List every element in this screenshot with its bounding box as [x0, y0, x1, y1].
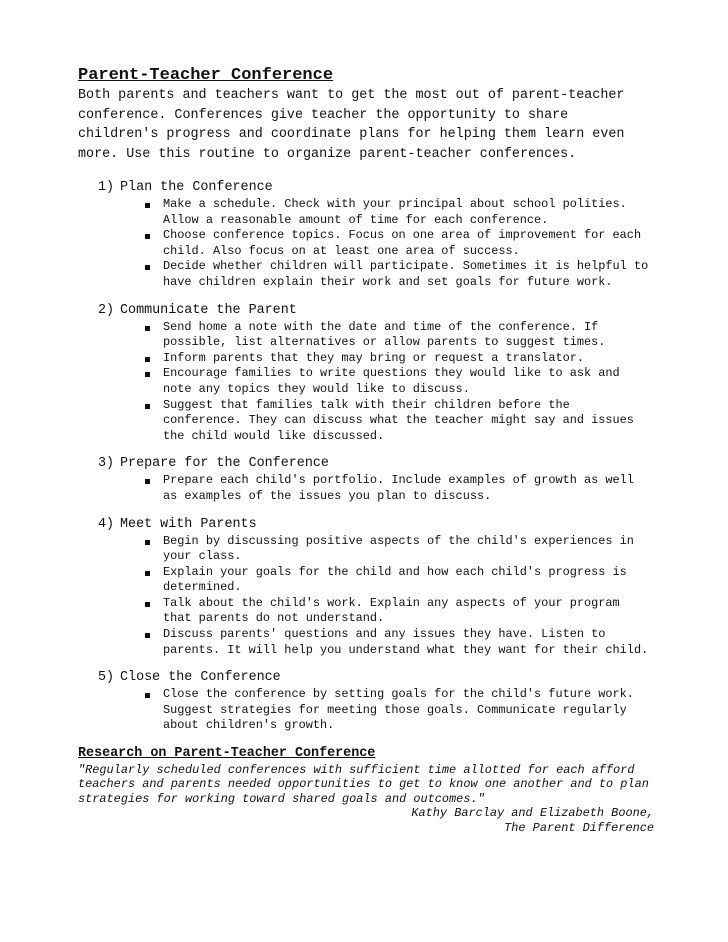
bullet-text: Send home a note with the date and time of the conference. If possible, list alternatives or allow parents to suggest times. — [163, 319, 606, 350]
step-heading — [98, 178, 654, 197]
square-bullet-icon — [145, 571, 150, 576]
step-prepare — [78, 454, 654, 504]
square-bullet-icon — [145, 540, 150, 545]
bullet-text: Suggest that families talk with their children before the conference. They can discuss what the teacher might say and issues the child would like discussed. — [163, 397, 634, 443]
square-bullet-icon — [145, 357, 150, 362]
bullet-text: Discuss parents' questions and any issues they have. Listen to parents. It will help you understand what they want for their child. — [163, 627, 649, 657]
bullet-text: Explain your goals for the child and how each child's progress is determined. — [163, 564, 627, 595]
step-title: Meet with Parents — [120, 516, 257, 532]
step-title: Communicate the Parent — [120, 302, 297, 318]
step-heading — [98, 301, 654, 320]
bullet-text: Decide whether children will participate. Sometimes it is helpful to have children explain their work and set goals for future work. — [163, 259, 649, 289]
square-bullet-icon — [145, 693, 150, 698]
step-title: Prepare for the Conference — [120, 456, 329, 472]
bullet-text: Begin by discussing positive aspects of the child's experiences in your class. — [163, 533, 634, 564]
intro-paragraph: Both parents and teachers want to get the most out of parent-teacher conference. Conferences give teacher the opportunity to share children's progress and coordinate plans for helping them learn even more. Use this routine to organize parent-teacher conferences. — [78, 88, 625, 162]
bullet-item — [141, 565, 654, 596]
step-title: Plan the Conference — [120, 180, 273, 195]
bullet-text: Encourage families to write questions they would like to ask and note any topics they would like to discuss. — [163, 366, 620, 396]
bullet-text: Prepare each child's portfolio. Include examples of growth as well as examples of the issues you plan to discuss. — [163, 473, 634, 503]
bullet-text: Make a schedule. Check with your principal about school polities. Allow a reasonable amount of time for each conference. — [163, 197, 627, 227]
step-title: Close the Conference — [120, 670, 281, 686]
step-number: 3) — [98, 456, 115, 472]
step-close — [78, 668, 654, 734]
square-bullet-icon — [145, 265, 150, 270]
step-meet — [78, 515, 654, 659]
bullet-item — [141, 627, 654, 658]
square-bullet-icon — [145, 633, 150, 638]
quote-author: Kathy Barclay and Elizabeth Boone, — [411, 806, 654, 821]
step-number: 1) — [98, 180, 115, 195]
square-bullet-icon — [145, 234, 150, 239]
step-communicate — [78, 301, 654, 445]
square-bullet-icon — [145, 602, 150, 607]
step-heading — [98, 668, 654, 687]
bullet-item — [141, 228, 654, 259]
step-plan — [78, 178, 654, 291]
square-bullet-icon — [145, 372, 150, 377]
square-bullet-icon — [145, 326, 150, 331]
bullet-text: Close the conference by setting goals for the child's future work. Suggest strategies for meeting those goals. Communicate regularly about children's growth. — [163, 687, 634, 733]
bullet-item — [141, 366, 654, 397]
step-bullets — [141, 473, 654, 504]
bullet-item — [141, 351, 654, 367]
bullet-text: Inform parents that they may bring or request a translator. — [163, 350, 584, 365]
square-bullet-icon — [145, 203, 150, 208]
step-heading — [98, 454, 654, 473]
step-heading — [98, 515, 654, 534]
step-bullets — [141, 534, 654, 659]
step-bullets — [141, 687, 654, 734]
bullet-item — [141, 320, 654, 351]
step-bullets — [141, 320, 654, 445]
bullet-item — [141, 259, 654, 290]
bullet-item — [141, 534, 654, 565]
bullet-item — [141, 596, 654, 627]
bullet-item — [141, 197, 654, 228]
conference-steps — [78, 178, 654, 734]
research-quote: "Regularly scheduled conferences with sufficient time allotted for each afford teachers and parents needed opportunities to get to know one another and to plan strategies for working toward shared goals and outcomes." — [78, 763, 649, 806]
document-title: Parent-Teacher Conference — [78, 66, 334, 85]
bullet-item — [141, 473, 654, 504]
quote-source: The Parent Difference — [504, 820, 654, 835]
bullet-item — [141, 687, 654, 734]
research-heading: Research on Parent-Teacher Conference — [78, 746, 376, 762]
bullet-text: Talk about the child's work. Explain any aspects of your program that parents do not understand. — [163, 595, 620, 626]
step-number: 5) — [98, 670, 115, 686]
square-bullet-icon — [145, 404, 150, 409]
bullet-text: Choose conference topics. Focus on one area of improvement for each child. Also focus on at least one area of success. — [163, 228, 642, 258]
step-bullets — [141, 197, 654, 291]
square-bullet-icon — [145, 479, 150, 484]
step-number: 4) — [98, 516, 115, 532]
step-number: 2) — [98, 302, 115, 318]
bullet-item — [141, 398, 654, 445]
